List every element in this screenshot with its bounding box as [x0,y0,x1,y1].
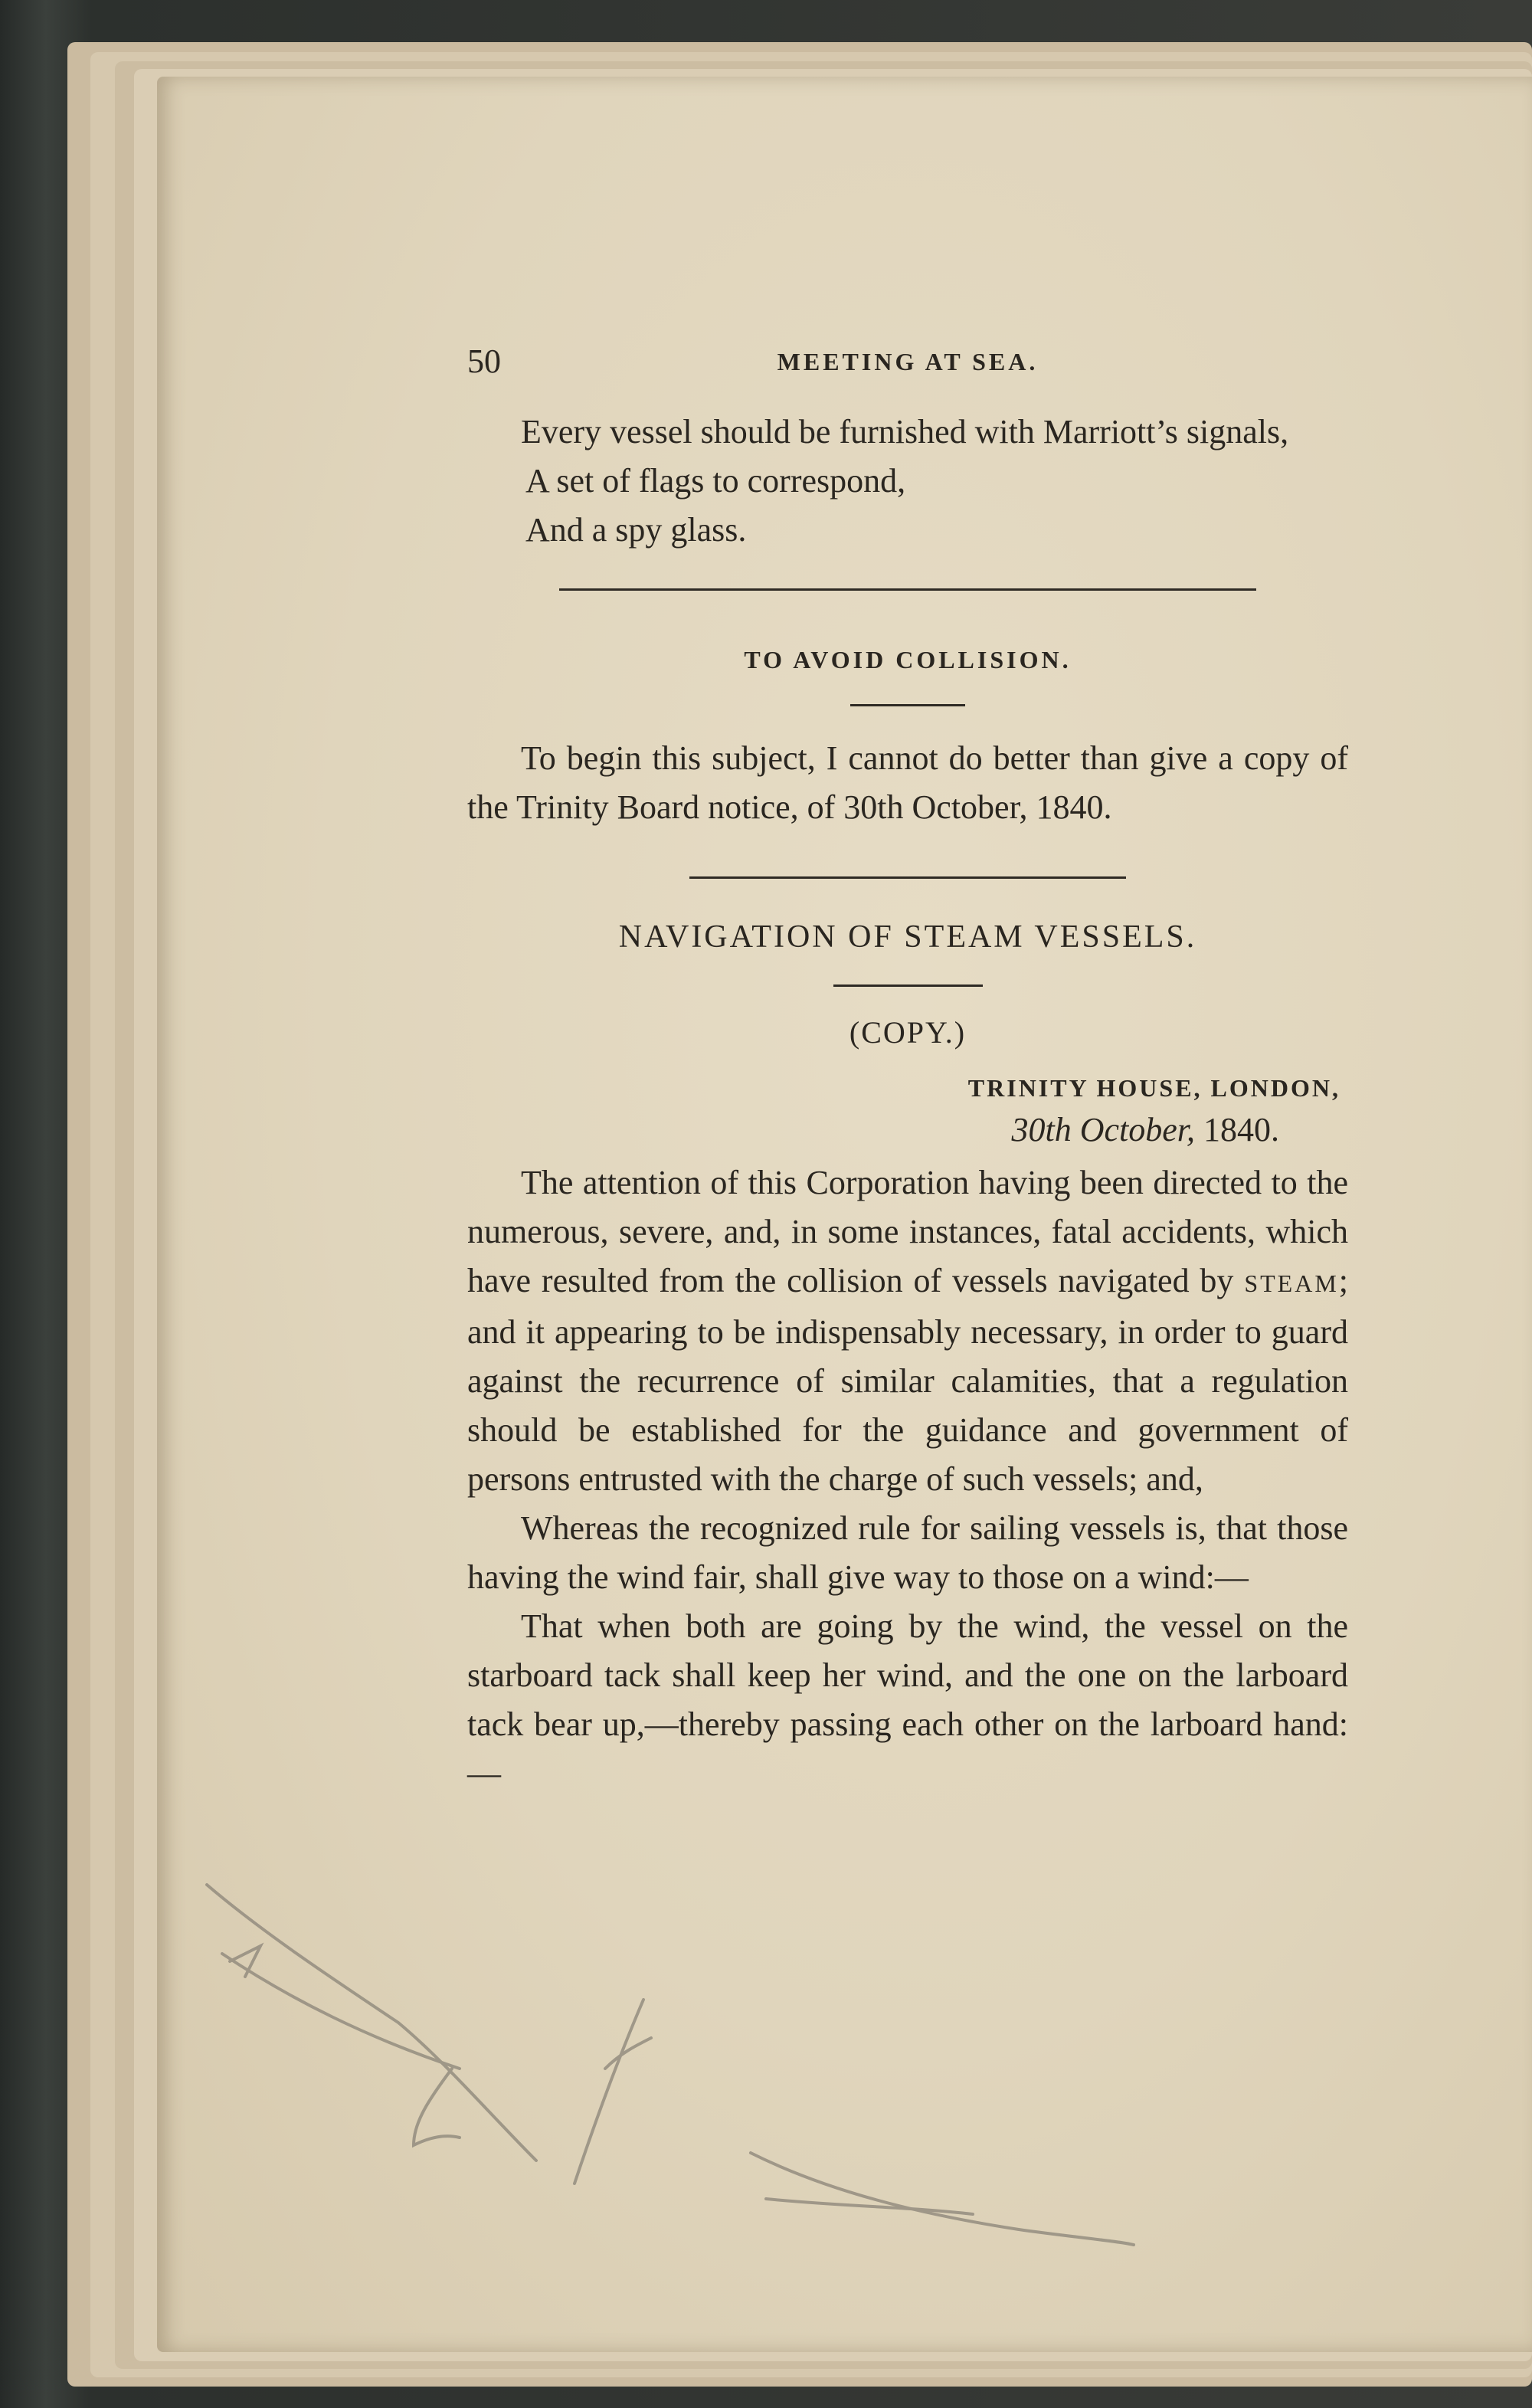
notice-steam-word: STEAM [1244,1270,1339,1297]
section-heading-navigation: NAVIGATION OF STEAM VESSELS. [618,919,1197,955]
notice-date-year: 1840. [1203,1111,1279,1148]
notice-paragraph-2: Whereas the recognized rule for sailing vessels is, that those having the wind fair, shall give way to those on a wind:— [467,1509,1348,1596]
page-header [467,337,1348,398]
short-rule [833,984,983,987]
notice-paragraph-1-a: The attention of this Corporation having been directed to the numerous, severe, and, in some instances, fatal accidents, which have resulted from the collision of vessels navigated by [467,1164,1348,1299]
notice-paragraph-1 [467,1158,1348,1504]
short-rule [850,704,965,706]
divider-rule [689,876,1126,879]
copy-label: (COPY.) [849,1015,967,1050]
page-number: 50 [467,342,501,380]
equipment-line: A set of flags to correspond, [525,462,906,500]
collision-paragraph: To begin this subject, I cannot do better than give a copy of the Trinity Board notice, of 30th October, 1840. [467,739,1348,826]
page-text [467,337,1348,1798]
notice-date-italic: 30th October, [1011,1111,1195,1148]
equipment-line: And a spy glass. [525,511,747,549]
divider-rule [559,588,1256,591]
running-head: MEETING AT SEA. [777,348,1039,375]
notice-paragraph-3: That when both are going by the wind, the vessel on the starboard tack shall keep her wind, and the one on the larboard tack bear up,—thereby passing each other on the larboard hand:— [467,1607,1348,1792]
section-heading-collision: TO AVOID COLLISION. [744,646,1072,673]
notice-paragraph-1-b: ; and it appearing to be indispensably necessary, in order to guard against the recurrence of similar calamities, that a regulation should be established for the guidance and government of persons entrusted with the charge of such vessels; and, [467,1262,1348,1498]
equipment-intro: Every vessel should be furnished with Marriott’s signals, [521,413,1289,450]
notice-address: TRINITY HOUSE, LONDON, [967,1074,1340,1102]
notice-date [467,1108,1348,1152]
